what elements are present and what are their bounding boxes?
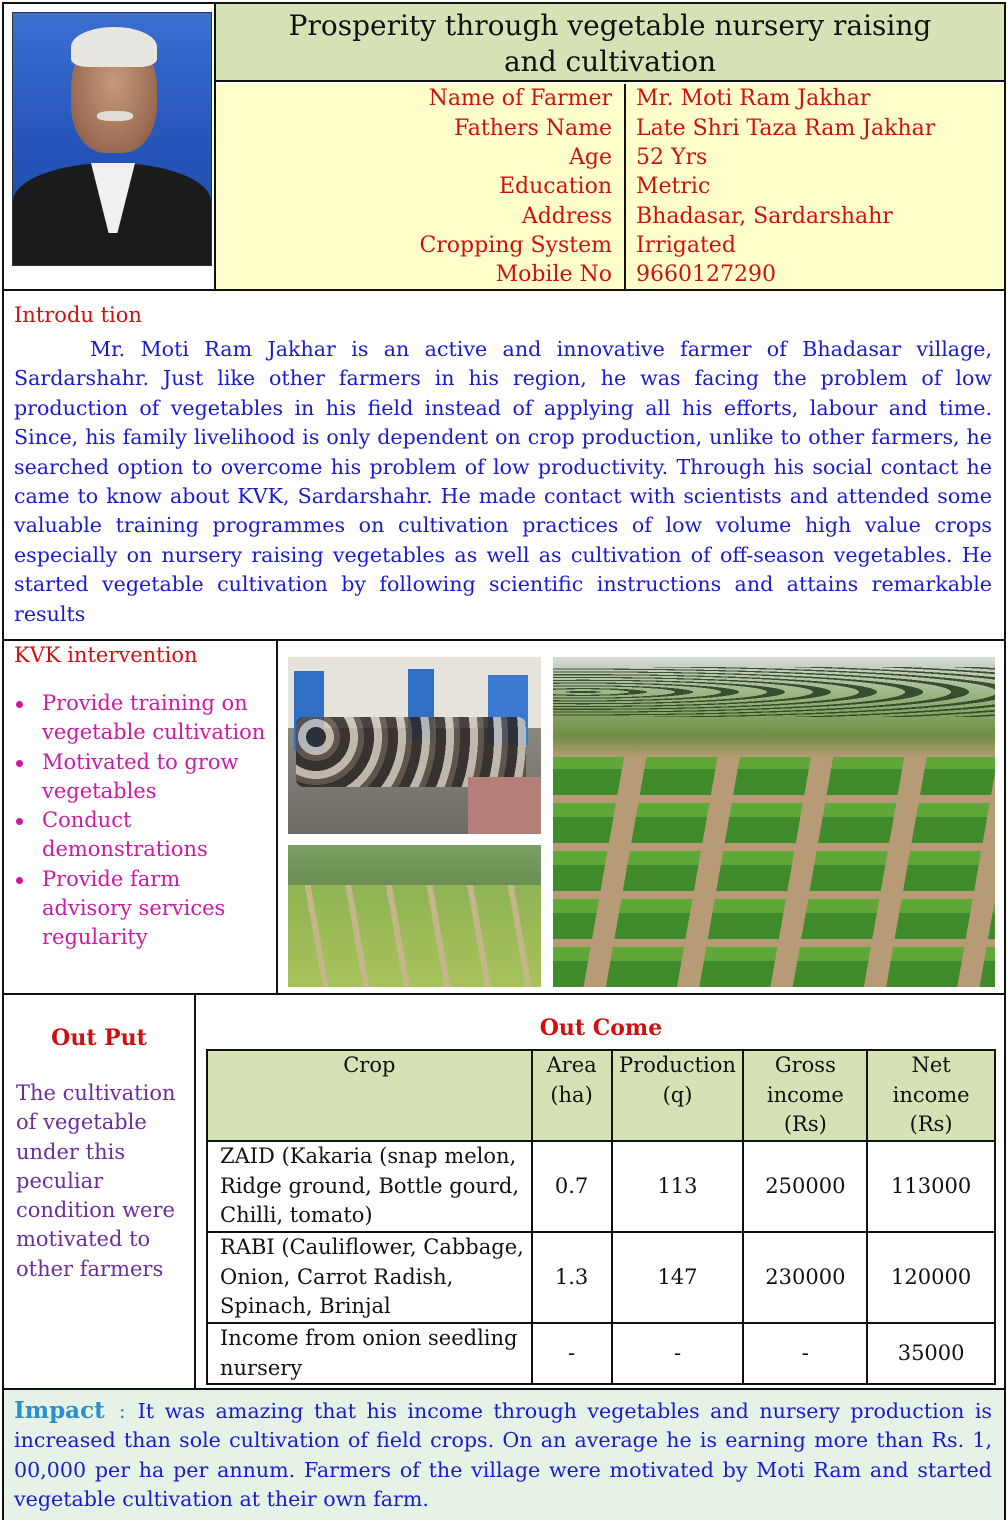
cell-gross: 230000 — [743, 1232, 867, 1323]
impact-section — [4, 1390, 1004, 1520]
cell-crop: Income from onion seedling nursery — [207, 1323, 532, 1384]
info-label: Address — [521, 203, 612, 229]
info-label: Age — [569, 145, 612, 170]
cell-production: 113 — [612, 1141, 744, 1232]
outcome-heading: Out Come — [539, 1015, 663, 1041]
info-value: 9660127290 — [636, 262, 776, 287]
kvk-list-panel — [4, 641, 278, 993]
intro-heading: Introdu tion — [14, 303, 142, 327]
training-meeting-photo — [288, 657, 541, 834]
info-value: 52 Yrs — [636, 145, 708, 170]
output-heading: Out Put — [51, 1025, 147, 1051]
nursery-beds-photo — [288, 845, 541, 987]
info-label: Fathers Name — [454, 115, 612, 141]
kvk-list — [14, 689, 266, 953]
bullet-icon — [16, 701, 23, 708]
info-value: Irrigated — [636, 233, 736, 258]
impact-colon: : — [118, 1399, 126, 1423]
cell-net: 120000 — [867, 1232, 995, 1323]
page-title — [216, 4, 1004, 82]
bullet-icon — [16, 818, 23, 825]
output-panel — [4, 995, 196, 1388]
info-row-cropping — [216, 231, 1004, 260]
title-line-2: and cultivation — [503, 45, 717, 78]
info-row-age — [216, 143, 1004, 172]
farmer-photo — [12, 12, 212, 266]
bullet-icon — [16, 877, 23, 884]
cell-crop: ZAID (Kakaria (snap melon, Ridge ground, Bottle gourd, Chilli, tomato) — [207, 1141, 532, 1232]
cell-net: 35000 — [867, 1323, 995, 1384]
outcome-table — [206, 1049, 996, 1385]
impact-text: It was amazing that his income through vegetables and nursery production is increased than sole cultivation of field crops. On an average he is earning more than Rs. 1, 00,000 per ha per annum. Farmers of the village were motivated by Moti Ram and started vegetable cultivation at their own farm. — [14, 1399, 992, 1512]
kvk-section — [4, 641, 1004, 995]
list-item: Provide farm advisory services regularity — [14, 865, 266, 953]
table-header-row — [207, 1050, 995, 1141]
cell-crop: RABI (Cauliflower, Cabbage, Onion, Carrot Radish, Spinach, Brinjal — [207, 1232, 532, 1323]
list-item: Motivated to grow vegetables — [14, 748, 266, 807]
list-item: Provide training on vegetable cultivation — [14, 689, 266, 748]
info-label: Education — [498, 174, 612, 199]
output-section — [4, 995, 1004, 1390]
outcome-panel — [198, 995, 1004, 1388]
cell-area: 0.7 — [532, 1141, 612, 1232]
info-label: Name of Farmer — [428, 86, 612, 111]
col-header-production: Production (q) — [612, 1050, 744, 1141]
bullet-icon — [16, 760, 23, 767]
cell-net: 113000 — [867, 1141, 995, 1232]
cell-area: - — [532, 1323, 612, 1384]
output-text: The cultivation of vegetable under this peculiar condition were motivated to other farmers — [16, 1081, 176, 1281]
info-label: Mobile No — [495, 262, 612, 287]
cell-area: 1.3 — [532, 1232, 612, 1323]
info-value: Late Shri Taza Ram Jakhar — [636, 115, 936, 141]
kvk-heading: KVK intervention — [14, 643, 198, 667]
info-row-mobile — [216, 260, 1004, 289]
header-section — [4, 4, 1004, 291]
cell-production: 147 — [612, 1232, 744, 1323]
info-value: Bhadasar, Sardarshahr — [636, 203, 893, 229]
col-header-area: Area (ha) — [532, 1050, 612, 1141]
info-row-name — [216, 84, 1004, 113]
info-row-education — [216, 172, 1004, 201]
impact-label: Impact — [14, 1397, 105, 1424]
table-row — [207, 1232, 995, 1323]
table-row — [207, 1141, 995, 1232]
vegetable-field-photo — [553, 657, 995, 987]
info-value: Metric — [636, 174, 711, 199]
case-study-page — [2, 2, 1006, 1520]
introduction-section — [4, 291, 1004, 641]
table-row — [207, 1323, 995, 1384]
cell-gross: - — [743, 1323, 867, 1384]
title-line-1: Prosperity through vegetable nursery raising — [288, 9, 932, 42]
list-item: Conduct demonstrations — [14, 806, 266, 865]
col-header-net: Net income (Rs) — [867, 1050, 995, 1141]
col-header-gross: Gross income (Rs) — [743, 1050, 867, 1141]
cell-production: - — [612, 1323, 744, 1384]
info-value: Mr. Moti Ram Jakhar — [636, 86, 871, 111]
info-row-address — [216, 202, 1004, 231]
intro-text: Mr. Moti Ram Jakhar is an active and innovative farmer of Bhadasar village, Sardarshahr. Just like other farmers in his region, he was facing the problem of low production of vegetables in his field instead of applying all his efforts, labour and time. Since, his family livelihood is only dependent on crop production, unlike to other farmers, he searched option to overcome his problem of low productivity. Through his social contact he came to know about KVK, Sardarshahr. He made contact with scientists and attended some valuable training programmes on cultivation practices of low volume high value crops especially on nursery raising vegetables as well as cultivation of off-season vegetables. He started vegetable cultivation by following scientific instructions and attains remarkable results — [14, 337, 992, 626]
info-label: Cropping System — [419, 233, 612, 258]
impact-text-block — [14, 1396, 992, 1515]
cell-gross: 250000 — [743, 1141, 867, 1232]
info-row-father — [216, 114, 1004, 143]
col-header-crop: Crop — [207, 1050, 532, 1141]
